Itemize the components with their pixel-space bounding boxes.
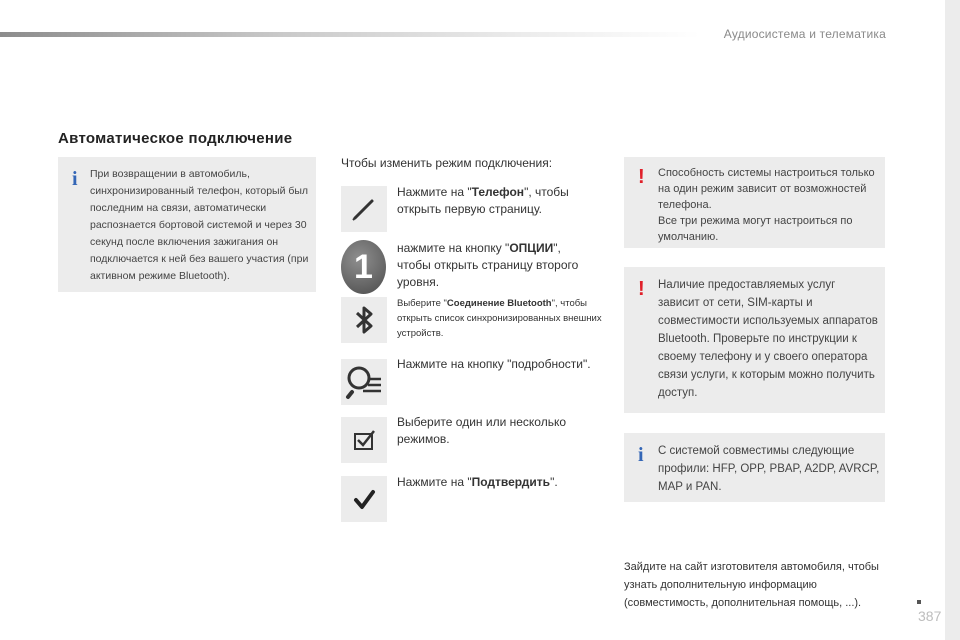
info-box-auto-connect — [58, 157, 316, 292]
header-gradient-bar — [0, 32, 700, 37]
info-icon: i — [72, 168, 78, 190]
checkbox-icon-box — [341, 417, 387, 463]
details-icon-box — [341, 359, 387, 405]
bluetooth-icon — [341, 297, 387, 343]
note-box-modes — [624, 157, 885, 248]
note-box-profiles — [624, 433, 885, 502]
page-edge-strip — [945, 0, 960, 640]
note-modes-text: Способность системы настроиться только на один режим зависит от возможностей телефона. Все три режима могут настроиться по умолчанию. — [658, 167, 875, 243]
footer-note: Зайдите на сайт изготовителя автомобиля, чтобы узнать дополнительную информацию (совместимость, дополнительная помощь, ...). — [624, 561, 879, 609]
step-confirm: Нажмите на "Подтвердить". — [397, 475, 558, 489]
details-magnifier-icon — [341, 359, 387, 405]
step-select-modes: Выберите один или несколько режимов. — [397, 415, 567, 446]
confirm-icon-box — [341, 476, 387, 522]
note-box-services — [624, 267, 885, 413]
step-details: Нажмите на кнопку "подробности". — [397, 357, 591, 371]
pencil-icon-box — [341, 186, 387, 232]
warning-icon: ! — [638, 278, 645, 300]
info-box-text: При возвращении в автомобиль, синхронизированный телефон, который был последним на связи, автоматически распознается бортовой системой и через 30 секунд после включения зажигания он подключается к ней без вашего участия (при активном режиме Bluetooth). — [90, 168, 309, 282]
checkmark-icon — [341, 476, 387, 522]
step-telephone: Нажмите на "Телефон", чтобы открыть первую страницу. — [397, 185, 569, 216]
warning-icon: ! — [638, 166, 645, 188]
page-number: 387 — [918, 608, 942, 624]
info-icon: i — [638, 444, 644, 466]
bluetooth-icon-box — [341, 297, 387, 343]
section-title: Аудиосистема и телематика — [723, 27, 886, 41]
note-services-text: Наличие предоставляемых услуг зависит от сети, SIM-карты и совместимости используемых аппаратов Bluetooth. Проверьте по инструкции к своему телефону и у своего оператора связи услуги, к которым можно получить доступ. — [658, 279, 878, 399]
step-number-badge: 1 — [341, 240, 386, 294]
page-title: Автоматическое подключение — [58, 130, 293, 147]
step-options: нажмите на кнопку "ОПЦИИ", чтобы открыть страницу второго уровня. — [397, 241, 579, 289]
pencil-icon — [341, 186, 387, 232]
checkbox-icon — [341, 417, 387, 463]
page-marker — [917, 600, 921, 604]
intro-text: Чтобы изменить режим подключения: — [341, 156, 553, 170]
step-bluetooth-connection: Выберите "Соединение Bluetooth", чтобы открыть список синхронизированных внешних устройств. — [397, 298, 602, 339]
note-profiles-text: С системой совместимы следующие профили: HFP, OPP, PBAP, A2DP, AVRCP, MAP и PAN. — [658, 445, 880, 493]
